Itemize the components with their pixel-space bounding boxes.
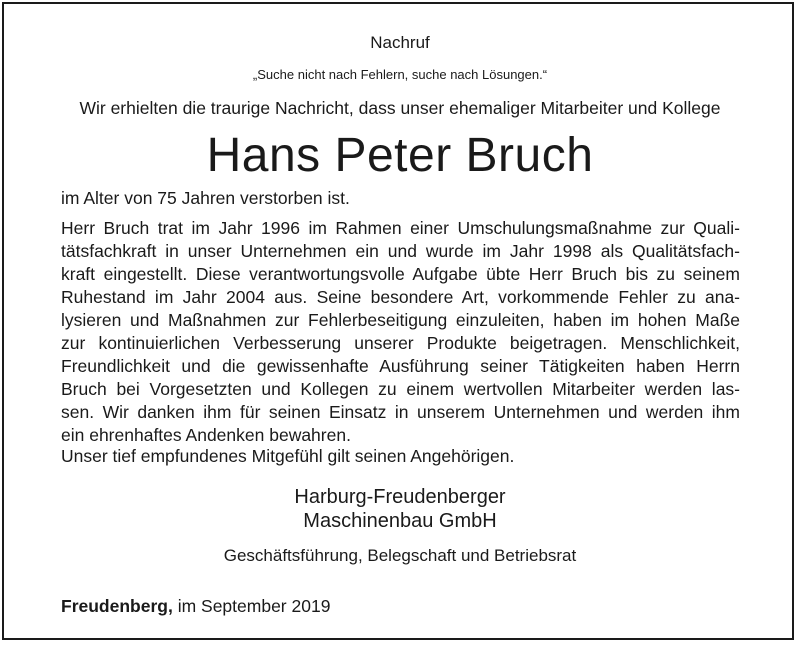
- body-line: Freundlichkeit und die gewissenhafte Ausführung seiner Tätigkeiten haben Herrn: [61, 356, 740, 376]
- company-name-line1: Harburg-Freudenberger: [294, 486, 506, 508]
- body-line: Ruhestand im Jahr 2004 aus. Seine besondere Art, vorkommende Fehler zu ana-: [61, 287, 740, 307]
- motto-quote: „Suche nicht nach Fehlern, suche nach Lösungen.“: [252, 67, 548, 82]
- body-line: ein ehrenhaftes Andenken bewahren.: [61, 425, 351, 445]
- deceased-name: Hans Peter Bruch: [206, 129, 594, 182]
- body-line: kraft eingestellt. Diese verantwortungsvolle Aufgabe übte Herr Bruch bis zu seinem: [61, 264, 740, 284]
- place-name: Freudenberg,: [61, 596, 173, 616]
- body-line: sen. Wir danken ihm für seinen Einsatz in unserem Unternehmen und werden ihm: [61, 402, 740, 422]
- senders-line: Geschäftsführung, Belegschaft und Betriebsrat: [223, 546, 577, 565]
- company-name-line2: Maschinenbau GmbH: [303, 510, 497, 532]
- date-text: im September 2019: [177, 596, 331, 616]
- intro-text: Wir erhielten die traurige Nachricht, dass unser ehemaliger Mitarbeiter und Kollege: [79, 98, 721, 118]
- body-line: Herr Bruch trat im Jahr 1996 im Rahmen einer Umschulungsmaßnahme zur Quali-: [61, 218, 740, 238]
- obituary-heading: Nachruf: [370, 33, 430, 52]
- body-line: zur kontinuierlichen Verbesserung unserer Produkte beigetragen. Menschlichkeit,: [61, 333, 740, 353]
- body-line: tätsfachkraft in unser Unternehmen ein und wurde im Jahr 1998 als Qualitätsfach-: [61, 241, 740, 261]
- age-line: im Alter von 75 Jahren verstorben ist.: [61, 188, 350, 208]
- place-date-line: [61, 596, 330, 617]
- body-line: lysieren und Maßnahmen zur Fehlerbeseitigung einzuleiten, haben im hohen Maße: [61, 310, 740, 330]
- condolence-text: Unser tief empfundenes Mitgefühl gilt seinen Angehörigen.: [61, 446, 515, 466]
- body-line: Bruch bei Vorgesetzten und Kollegen zu einem wertvollen Mitarbeiter werden las-: [61, 379, 740, 399]
- obituary-body: [61, 217, 740, 447]
